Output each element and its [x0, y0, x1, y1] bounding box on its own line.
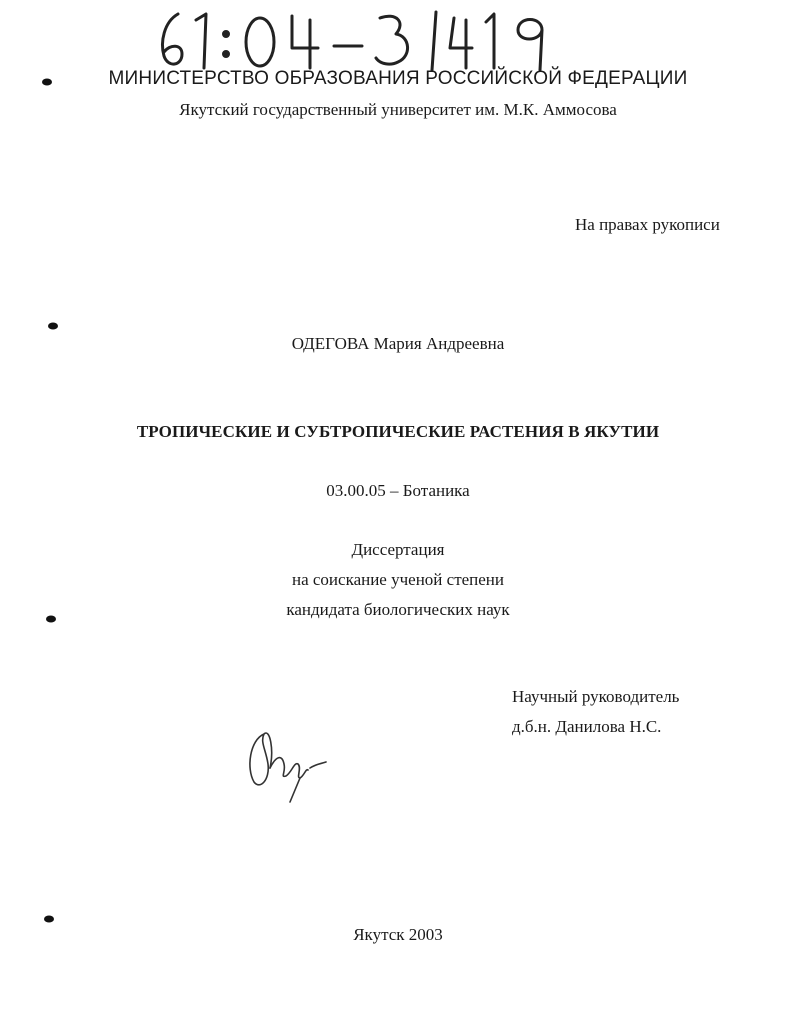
university-name: Якутский государственный университет им. М.К. Аммосова [179, 100, 617, 119]
author-name: ОДЕГОВА Мария Андреевна [291, 334, 505, 353]
degree-line: на соискание ученой степени [291, 570, 505, 589]
dissertation-title: ТРОПИЧЕСКИЕ И СУБТРОПИЧЕСКИЕ РАСТЕНИЯ В ЯКУТИИ [136, 422, 660, 441]
degree-name: кандидата биологических наук [286, 600, 510, 619]
punch-hole-mark [44, 910, 54, 918]
handwritten-archive-number [150, 8, 570, 72]
punch-hole-mark [48, 317, 58, 325]
ministry-heading: МИНИСТЕРСТВО ОБРАЗОВАНИЯ РОССИЙСКОЙ ФЕДЕРАЦИИ [108, 68, 688, 89]
supervisor-label: Научный руководитель [512, 687, 680, 706]
supervisor-name: д.б.н. Данилова Н.С. [512, 717, 662, 736]
city-year: Якутск 2003 [353, 925, 443, 944]
handwritten-signature [240, 720, 340, 810]
rights-note: На правах рукописи [575, 215, 720, 234]
speciality-code: 03.00.05 – Ботаника [326, 481, 470, 500]
dissertation-label: Диссертация [351, 540, 445, 559]
